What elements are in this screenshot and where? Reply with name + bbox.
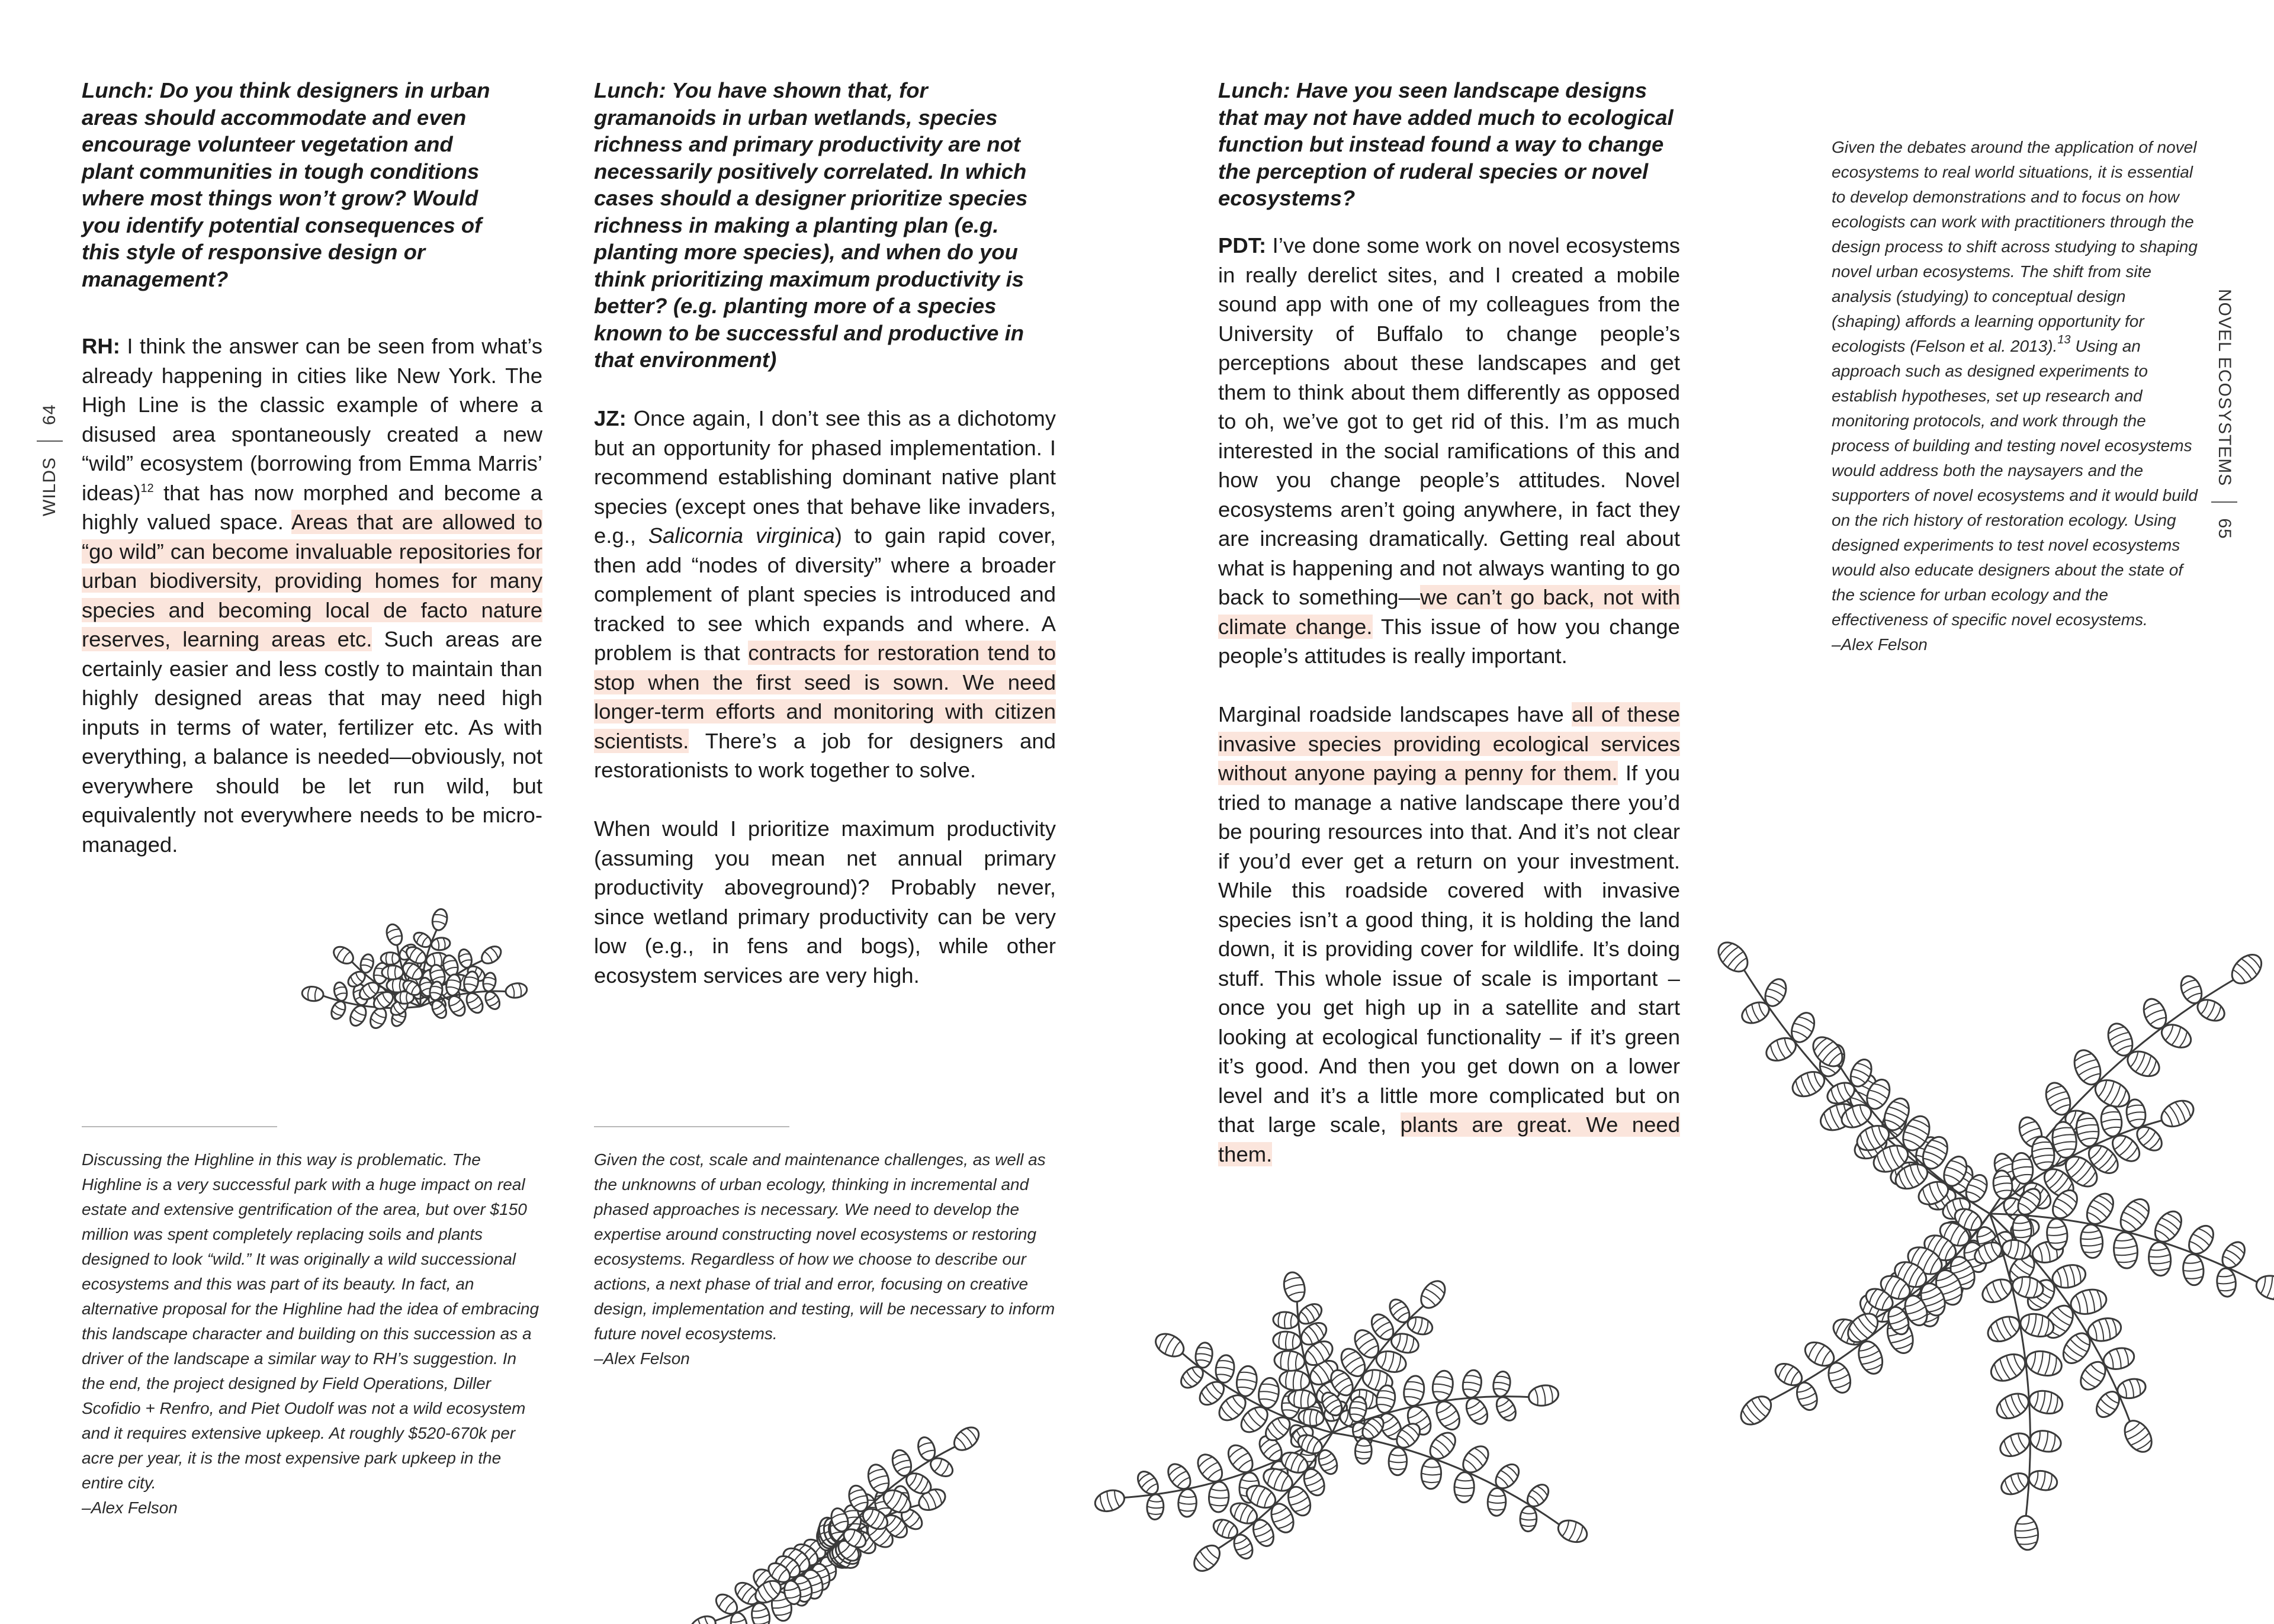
footnote-ref: 12	[140, 481, 154, 495]
question-3: Lunch: Have you seen landscape designs that may not have added much to ecological function but instead found a way to change the perception of ruderal species or novel ecosystems?	[1218, 78, 1674, 210]
answer-text: If you tried to manage a native landscape there you’d be pouring resources into that. And it’s not clear if you’d ever get a return on your investment. While this roadside covered with invasive species isn’t a good thing, it is holding the land down, it is providing cover for wildlife. It’s doing stuff. This whole issue of scale is important – once you get high up in a satellite and start looking at ecological functionality – if it’s green it’s good. And then you get down on a lower level and it’s a little more complicated but on that large scale,	[1218, 761, 1680, 1137]
species-name: Salicornia virginica	[648, 523, 835, 548]
folio-section-left: WILDS	[40, 456, 59, 516]
folio-section-right: NOVEL ECOSYSTEMS	[2215, 289, 2234, 487]
answer-text: ) to gain rapid cover, then add “nodes of diversity” where a broader complement of plant species is introduced and tracked to see which expands and where. A problem is that	[594, 523, 1056, 665]
folio-page-left: 64	[40, 404, 59, 425]
speaker-label: JZ:	[594, 406, 627, 430]
highlighted-text: contracts for restoration tend to stop when the first seed is sown. We need longer-term efforts and monitoring with citizen scientists.	[594, 641, 1056, 753]
answer-text: I’ve done some work on novel ecosystems in really derelict sites, and I created a mobile sound app with one of my colleagues from the University of Buffalo to change people’s perceptions about these landscapes and get them to think about them differently as opposed to oh, we’ve got to get rid of this. I’m as much interested in the social ramifications of this and how you change people’s attitudes. Novel ecosystems aren’t going anywhere, in fact they are increasing dramatically. Getting real about what is happening and not always wanting to go back to something—	[1218, 233, 1680, 609]
speaker-label: PDT:	[1218, 233, 1267, 258]
answer-text: that has now morphed and become a highly valued space.	[82, 480, 542, 534]
note-signature: –Alex Felson	[594, 1349, 690, 1368]
note-text: Using an approach such as designed experiments to establish hypotheses, set up research and monitoring protocols, and work through the process of building and testing novel ecosystems would address both the naysayers and the supporters of novel ecosystems and it would build on the rich history of restoration ecology. Using designed experiments to test novel ecosystems would also educate designers about the state of the science for urban ecology and the effectiveness of specific novel ecosystems.	[1832, 337, 2198, 629]
note-signature: –Alex Felson	[1832, 635, 1928, 654]
note-text: Given the debates around the application of novel ecosystems to real world situations, it is essential to develop demonstrations and to focus on how ecologists can work with practitioners through the design process to shift across studying to shaping novel urban ecosystems. The shift from site analysis (studying) to conceptual design (shaping) affords a learning opportunity for ecologists (Felson et al. 2013).	[1832, 138, 2198, 355]
question-2: Lunch: You have shown that, for gramanoids in urban wetlands, species richness and primary productivity are not necessarily positively correlated. In which cases should a designer prioritize species richness in making a planting plan (e.g. planting more species), and when do you think prioritizing maximum productivity is better? (e.g. planting more of a species known to be successful and productive in that environment)	[594, 78, 1028, 372]
footnote-ref: 13	[2057, 333, 2071, 346]
highlighted-text: plants are great. We need them.	[1218, 1112, 1680, 1166]
highlighted-text: all of these invasive species providing ecological services without anyone paying a penny for them.	[1218, 702, 1681, 785]
speaker-label: RH:	[82, 334, 120, 358]
answer-text: Marginal roadside landscapes have	[1218, 702, 1572, 726]
answer-text: Such areas are certainly easier and less costly to maintain than highly designed areas that may need high inputs in terms of water, fertilizer etc. As with everything, a balance is needed—obviously, not everywhere should be let run wild, but equivalently not everywhere needs to be micro-managed.	[82, 627, 542, 857]
note-text: Discussing the Highline in this way is problematic. The Highline is a very successful park with a huge impact on real estate and extensive gentrification of the area, but over $150 million was spent completely replacing soils and plants designed to look “wild.” It was originally a wild successional ecosystems and this was part of its beauty. In fact, an alternative proposal for the Highline had the idea of embracing this landscape character and building on this succession as a driver of the landscape a similar way to RH’s suggestion. In the end, the project designed by Field Operations, Diller Scofidio + Renfro, and Piet Oudolf was not a wild ecosystem and it requires extensive upkeep. At roughly $520-670k per acre per year, it is the most expensive park upkeep in the entire city.	[82, 1150, 539, 1492]
answer-text: I think the answer can be seen from what’s already happening in cities like New York. The High Line is the classic example of where a disused area spontaneously created a new “wild” ecosystem (borrowing from Emma Marris’ ideas)	[82, 334, 542, 505]
answer-2-paragraph-2: When would I prioritize maximum productivity (assuming you mean net annual primary productivity aboveground)? Probably never, since wetland primary productivity can be very low (e.g., in fens and bogs), while other ecosystem services are very high.	[594, 816, 1056, 988]
note-signature: –Alex Felson	[82, 1498, 178, 1517]
highlighted-text: Areas that are allowed to “go wild” can become invaluable repositories for urban biodiversity, providing homes for many species and becoming local de facto nature reserves, learning areas etc.	[82, 510, 543, 651]
note-text: Given the cost, scale and maintenance challenges, as well as the unknowns of urban ecology, thinking in incremental and phased approaches is necessary. We need to develop the expertise around constructing novel ecosystems or restoring ecosystems. Regardless of how we choose to describe our actions, a next phase of trial and error, focusing on creative design, implementation and testing, will be necessary to inform future novel ecosystems.	[594, 1150, 1055, 1343]
answer-text: Once again, I don’t see this as a dichotomy but an opportunity for phased implementation. I recommend establishing dominant native plant species (except ones that behave like invaders, e.g.,	[594, 406, 1056, 548]
highlighted-text: we can’t go back, not with climate change.	[1218, 585, 1680, 639]
answer-text: This issue of how you change people’s attitudes is really important.	[1218, 614, 1680, 668]
question-1: Lunch: Do you think designers in urban areas should accommodate and even encourage volunteer vegetation and plant communities in tough conditions where most things won’t grow? Would you identify potential consequences of this style of responsive design or management?	[82, 78, 490, 291]
answer-text: There’s a job for designers and restorationists to work together to solve.	[594, 728, 1056, 782]
folio-page-right: 65	[2215, 518, 2234, 539]
